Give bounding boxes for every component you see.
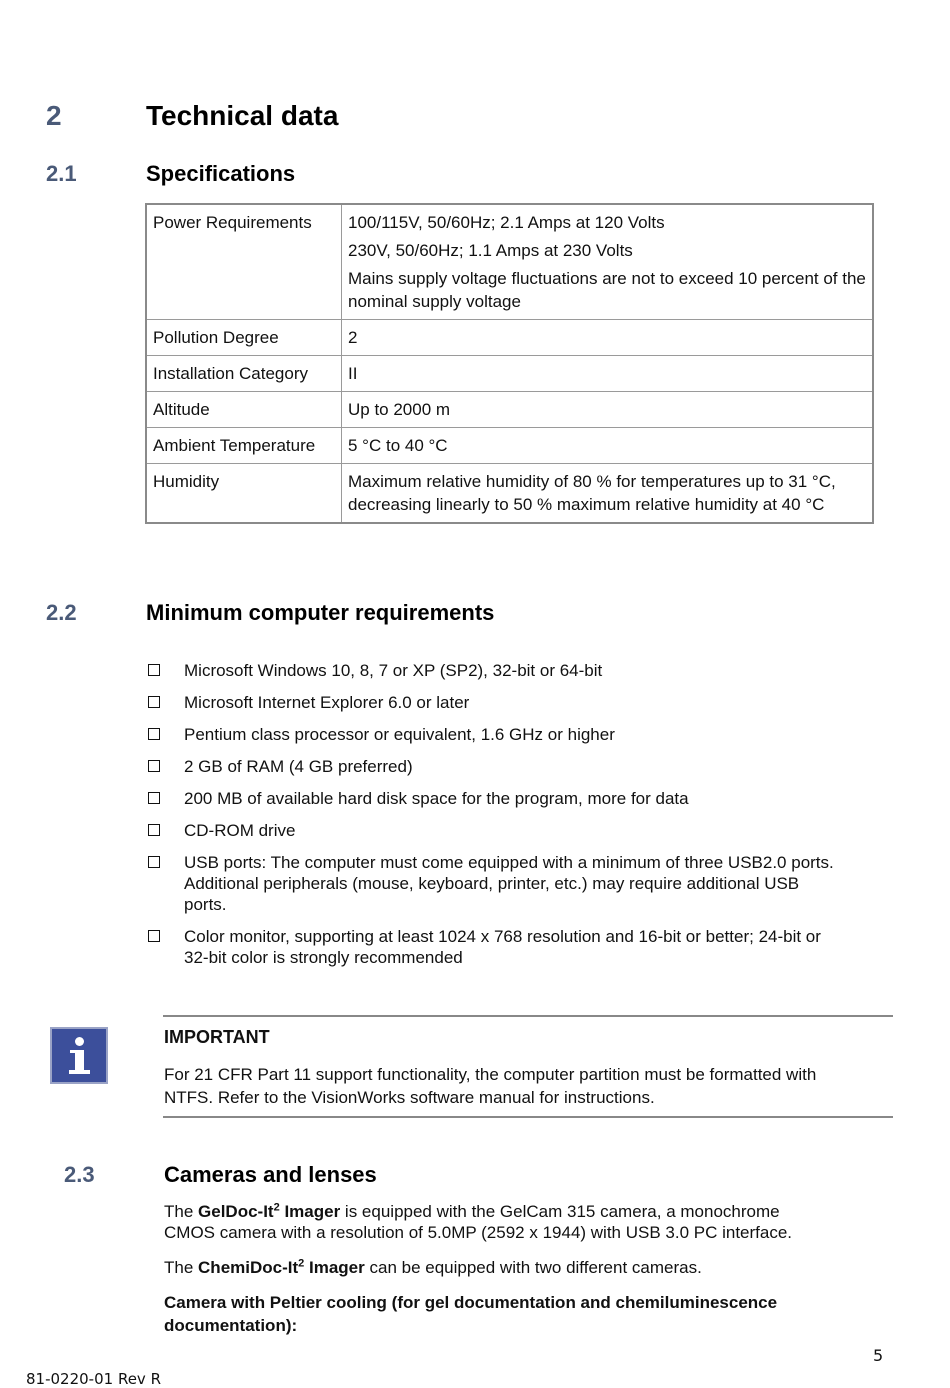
requirement-text: 2 GB of RAM (4 GB preferred) bbox=[184, 757, 413, 776]
spec-value bbox=[342, 356, 874, 392]
requirement-text: Microsoft Windows 10, 8, 7 or XP (SP2), 32-bit or 64-bit bbox=[184, 661, 603, 680]
section-title: Technical data bbox=[146, 100, 339, 131]
spec-row bbox=[146, 356, 873, 392]
requirement-item bbox=[146, 788, 846, 809]
requirement-text: CD-ROM drive bbox=[184, 821, 296, 840]
spec-label: Ambient Temperature bbox=[146, 428, 342, 464]
document-id: 81-0220-01 Rev R bbox=[26, 1370, 161, 1388]
cameras-number: 2.3 bbox=[64, 1162, 95, 1187]
product-geldoc: GelDoc-It$^2$ Imager bbox=[198, 1201, 341, 1221]
note-bottom-rule bbox=[163, 1116, 893, 1118]
spec-label: Power Requirements bbox=[146, 204, 342, 320]
requirement-item bbox=[146, 852, 846, 915]
spec-label: Humidity bbox=[146, 464, 342, 524]
cameras-paragraph-1: The GelDoc-It$^2$ Imager is equipped with the GelCam 315 camera, a monochrome CMOS camera with a resolution of 5.0MP (2592 x 1944) with USB 3.0 PC interface. bbox=[164, 1201, 793, 1242]
spec-value-line: 230V, 50/60Hz; 1.1 Amps at 230 Volts bbox=[348, 241, 633, 260]
checkbox-icon bbox=[148, 792, 160, 804]
info-icon bbox=[50, 1027, 108, 1084]
product-chemidoc: ChemiDoc-It$^2$ Imager bbox=[198, 1257, 365, 1277]
requirement-item bbox=[146, 692, 846, 713]
spec-label: Pollution Degree bbox=[146, 320, 342, 356]
requirement-item bbox=[146, 756, 846, 777]
cameras-paragraph-3: Camera with Peltier cooling (for gel documentation and chemiluminescence documentation): bbox=[164, 1293, 778, 1335]
spec-row bbox=[146, 428, 873, 464]
requirement-text: Color monitor, supporting at least 1024 x 768 resolution and 16-bit or better; 24-bit or 32-bit color is strongly recommended bbox=[184, 927, 821, 967]
spec-row bbox=[146, 204, 873, 320]
requirement-text: Microsoft Internet Explorer 6.0 or later bbox=[184, 693, 470, 712]
requirement-item bbox=[146, 926, 846, 968]
requirement-item bbox=[146, 660, 846, 681]
note-top-rule bbox=[163, 1015, 893, 1017]
cameras-title: Cameras and lenses bbox=[164, 1162, 377, 1187]
spec-row bbox=[146, 464, 873, 524]
spec-value-line: 2 bbox=[348, 328, 358, 347]
checkbox-icon bbox=[148, 728, 160, 740]
computer-number: 2.2 bbox=[46, 600, 77, 625]
spec-value-line: II bbox=[348, 364, 358, 383]
specifications-table bbox=[145, 203, 874, 524]
checkbox-icon bbox=[148, 856, 160, 868]
spec-row bbox=[146, 320, 873, 356]
spec-value-line: Maximum relative humidity of 80 % for temperatures up to 31 °C, decreasing linearly to 50 % maximum relative humidity at 40 °C bbox=[348, 472, 836, 514]
spec-value bbox=[342, 464, 874, 524]
computer-title: Minimum computer requirements bbox=[146, 600, 495, 625]
spec-value bbox=[342, 428, 874, 464]
spec-value-line: 5 °C to 40 °C bbox=[348, 436, 448, 455]
requirement-text: Pentium class processor or equivalent, 1.6 GHz or higher bbox=[184, 725, 615, 744]
requirement-item bbox=[146, 724, 846, 745]
spec-value bbox=[342, 320, 874, 356]
important-heading: IMPORTANT bbox=[164, 1027, 270, 1047]
spec-row bbox=[146, 392, 873, 428]
requirements-list bbox=[146, 660, 846, 979]
requirement-text: USB ports: The computer must come equipped with a minimum of three USB2.0 ports. Additional peripherals (mouse, keyboard, printer, etc.) may require additional USB ports. bbox=[184, 853, 834, 914]
checkbox-icon bbox=[148, 664, 160, 676]
checkbox-icon bbox=[148, 930, 160, 942]
checkbox-icon bbox=[148, 696, 160, 708]
checkbox-icon bbox=[148, 760, 160, 772]
requirement-text: 200 MB of available hard disk space for the program, more for data bbox=[184, 789, 689, 808]
spec-label: Installation Category bbox=[146, 356, 342, 392]
spec-value-line: 100/115V, 50/60Hz; 2.1 Amps at 120 Volts bbox=[348, 213, 665, 232]
spec-title: Specifications bbox=[146, 161, 296, 186]
page-number: 5 bbox=[873, 1346, 884, 1365]
spec-number: 2.1 bbox=[46, 161, 77, 186]
spec-value bbox=[342, 392, 874, 428]
spec-label: Altitude bbox=[146, 392, 342, 428]
section-number: 2 bbox=[46, 100, 62, 131]
checkbox-icon bbox=[148, 824, 160, 836]
spec-value-line: Mains supply voltage fluctuations are not to exceed 10 percent of the nominal supply voltage bbox=[348, 269, 866, 311]
spec-value-line: Up to 2000 m bbox=[348, 400, 451, 419]
spec-value bbox=[342, 204, 874, 320]
cameras-paragraph-2: The ChemiDoc-It$^2$ Imager can be equipped with two different cameras. bbox=[164, 1257, 702, 1277]
important-text: For 21 CFR Part 11 support functionality, the computer partition must be formatted with NTFS. Refer to the VisionWorks software manual for instructions. bbox=[164, 1065, 817, 1107]
requirement-item bbox=[146, 820, 846, 841]
